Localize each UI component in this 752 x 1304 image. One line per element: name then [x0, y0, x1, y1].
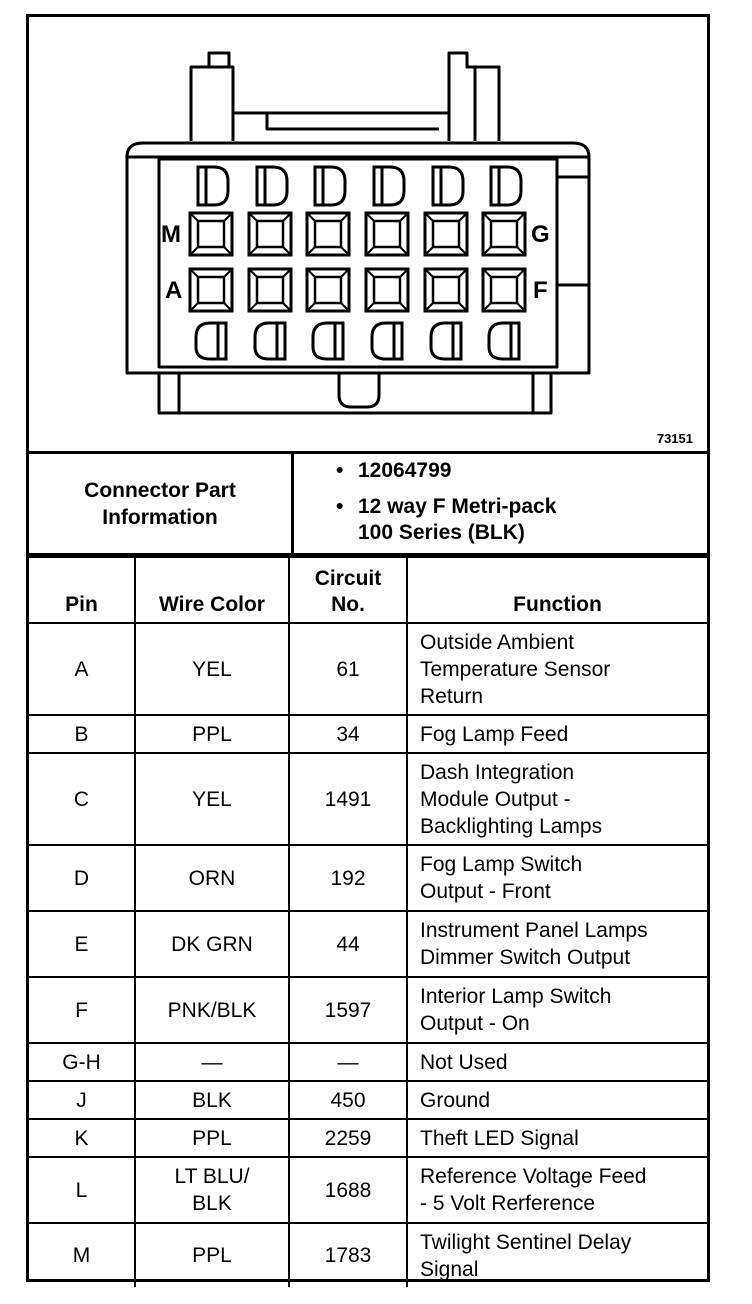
wire-color-line: LT BLU/: [174, 1165, 250, 1188]
function-line: Theft LED Signal: [420, 1126, 579, 1150]
circuit-value: —: [337, 1050, 359, 1074]
pin-cavity-bottom-2: [255, 323, 285, 359]
function-line: Reference Voltage Feed: [420, 1165, 647, 1188]
table-row: [29, 715, 707, 753]
pin-cavity-top-4: [374, 167, 404, 205]
function-cell: [407, 1043, 707, 1081]
description-line1: 12 way F Metri-pack: [358, 495, 557, 518]
pin-cavity-bottom-4: [372, 323, 402, 359]
wire-color-cell: [135, 1157, 289, 1223]
pin-cell: [29, 1223, 135, 1287]
circuit-value: 34: [336, 722, 360, 746]
circuit-value: 44: [336, 932, 360, 956]
wire-color-cell: [135, 1081, 289, 1119]
function-line: Dimmer Switch Output: [420, 946, 631, 969]
function-line: Output - On: [420, 1012, 530, 1035]
terminal-inner-lower-5: [433, 277, 459, 303]
pin-cavity-top-5: [433, 167, 463, 205]
header-circuit-line2: No.: [331, 593, 365, 616]
function-line: Interior Lamp Switch: [420, 985, 612, 1008]
terminal-inner-lower-4: [374, 277, 400, 303]
function-line: Backlighting Lamps: [420, 814, 603, 838]
terminal-bevel-lower-3: [307, 269, 349, 311]
function-line: Output - Front: [420, 880, 551, 903]
pin-value: D: [73, 866, 90, 890]
function-cell: [407, 715, 707, 753]
wire-color-cell: [135, 715, 289, 753]
terminal-bevel-lower-6: [483, 269, 525, 311]
pin-cell: [29, 845, 135, 911]
pin-label-m: M: [161, 221, 181, 248]
circuit-cell: [289, 845, 407, 911]
pin-value: J: [76, 1088, 87, 1112]
circuit-cell: [289, 911, 407, 977]
description-line2: 100 Series (BLK): [358, 521, 525, 544]
connector-info-label-line1: Connector Part: [84, 478, 236, 502]
pin-cell: [29, 1119, 135, 1157]
wire-color-line: YEL: [192, 657, 232, 681]
pin-value: E: [74, 932, 89, 956]
circuit-cell: [289, 1081, 407, 1119]
terminal-bevel-lower-5: [425, 269, 467, 311]
pin-label-f: F: [533, 277, 548, 304]
wire-color-cell: [135, 845, 289, 911]
wire-color-line: BLK: [192, 1192, 232, 1215]
wire-color-line: ORN: [188, 866, 236, 890]
wire-color-cell: [135, 1043, 289, 1081]
pin-cavity-bottom-3: [313, 323, 343, 359]
function-line: Twilight Sentinel Delay: [420, 1230, 632, 1254]
connector-face-drawing: [29, 17, 707, 451]
pin-cavity-top-6: [491, 167, 521, 205]
function-line: Not Used: [420, 1050, 508, 1074]
function-cell: [407, 911, 707, 977]
function-line: Return: [420, 684, 484, 708]
table-row: [29, 977, 707, 1043]
terminal-inner-upper-4: [374, 221, 400, 247]
terminal-bevel-upper-3: [307, 213, 349, 255]
header-circuit: [289, 557, 407, 623]
pin-label-g: G: [531, 221, 550, 248]
circuit-cell: [289, 1119, 407, 1157]
circuit-cell: [289, 753, 407, 845]
connector-diagram: [29, 17, 707, 454]
pin-value: L: [75, 1178, 88, 1202]
wire-color-line: PPL: [192, 1126, 232, 1150]
terminal-bevel-upper-2: [249, 213, 291, 255]
circuit-cell: [289, 977, 407, 1043]
pin-cavity-top-2: [257, 167, 287, 205]
circuit-cell: [289, 623, 407, 715]
circuit-value: 450: [330, 1088, 366, 1112]
function-cell: [407, 977, 707, 1043]
terminal-inner-lower-3: [315, 277, 341, 303]
terminal-inner-upper-5: [433, 221, 459, 247]
wire-color-cell: [135, 623, 289, 715]
terminal-inner-lower-6: [491, 277, 517, 303]
header-function: Function: [407, 557, 707, 623]
circuit-value: 1491: [324, 787, 372, 811]
terminal-bevel-upper-1: [190, 213, 232, 255]
circuit-value: 1783: [324, 1244, 372, 1267]
table-row: [29, 911, 707, 977]
part-number: 12064799: [358, 459, 452, 482]
table-row: [29, 753, 707, 845]
wire-color-line: DK GRN: [171, 932, 253, 956]
function-cell: [407, 623, 707, 715]
function-line: Fog Lamp Switch: [420, 853, 583, 876]
circuit-value: 61: [336, 657, 360, 681]
terminal-inner-upper-3: [315, 221, 341, 247]
terminal-inner-upper-6: [491, 221, 517, 247]
function-line: Temperature Sensor: [420, 657, 611, 681]
terminal-bevel-upper-4: [366, 213, 408, 255]
function-cell: [407, 753, 707, 845]
pin-value: G-H: [62, 1050, 101, 1074]
function-cell: [407, 1157, 707, 1223]
terminal-bevel-upper-5: [425, 213, 467, 255]
function-line: Signal: [420, 1257, 479, 1281]
terminal-bevel-upper-6: [483, 213, 525, 255]
pin-cell: [29, 753, 135, 845]
terminal-inner-lower-1: [198, 277, 224, 303]
pin-value: K: [74, 1126, 89, 1150]
pin-value: F: [75, 998, 88, 1022]
circuit-cell: [289, 1157, 407, 1223]
header-circuit-line1: Circuit: [314, 567, 382, 590]
circuit-cell: [289, 1043, 407, 1081]
function-line: Fog Lamp Feed: [420, 722, 569, 746]
bullet-icon: •: [336, 495, 344, 518]
wire-color-cell: [135, 1223, 289, 1287]
pin-cavities: [190, 167, 525, 359]
function-line: Ground: [420, 1088, 491, 1112]
function-cell: [407, 1223, 707, 1287]
pin-cell: [29, 715, 135, 753]
header-pin: Pin: [29, 557, 135, 623]
wire-color-cell: [135, 1119, 289, 1157]
circuit-value: 192: [330, 866, 366, 890]
pin-cavity-bottom-5: [431, 323, 461, 359]
circuit-cell: [289, 1223, 407, 1287]
pin-label-a: A: [165, 277, 183, 304]
pin-value: C: [73, 787, 90, 811]
pin-cell: [29, 1081, 135, 1119]
wire-color-line: —: [201, 1050, 223, 1074]
wire-color-line: YEL: [192, 787, 232, 811]
pin-cell: [29, 911, 135, 977]
header-wire-color: Wire Color: [135, 557, 289, 623]
terminal-inner-upper-2: [257, 221, 283, 247]
connector-sheet: [26, 14, 710, 1282]
circuit-value: 1688: [324, 1178, 372, 1202]
table-row: [29, 1157, 707, 1223]
wire-color-line: BLK: [192, 1088, 232, 1112]
function-line: Dash Integration: [420, 760, 575, 784]
table-row: [29, 1119, 707, 1157]
circuit-cell: [289, 715, 407, 753]
function-line: Instrument Panel Lamps: [420, 919, 648, 942]
wire-color-line: PNK/BLK: [167, 998, 257, 1022]
function-line: - 5 Volt Rerference: [420, 1192, 596, 1215]
wire-color-line: PPL: [192, 722, 232, 746]
pin-table-header: [29, 557, 707, 623]
pin-value: B: [74, 722, 89, 746]
pin-value: M: [72, 1244, 91, 1267]
table-row: [29, 1081, 707, 1119]
wire-color-line: PPL: [192, 1244, 232, 1267]
pin-cavity-bottom-1: [196, 323, 226, 359]
table-row: [29, 1043, 707, 1081]
table-row: [29, 623, 707, 715]
function-line: Outside Ambient: [420, 630, 575, 654]
circuit-value: 2259: [324, 1126, 372, 1150]
terminal-inner-lower-2: [257, 277, 283, 303]
terminal-bevel-lower-1: [190, 269, 232, 311]
connector-info-label-line2: Information: [102, 505, 218, 529]
pin-cavity-bottom-6: [489, 323, 519, 359]
terminal-bevel-lower-4: [366, 269, 408, 311]
pin-value: A: [74, 657, 89, 681]
circuit-value: 1597: [324, 998, 372, 1022]
table-row: [29, 1223, 707, 1287]
connector-part-information: [29, 454, 707, 556]
table-row: [29, 845, 707, 911]
terminal-bevel-lower-2: [249, 269, 291, 311]
pin-cell: [29, 1157, 135, 1223]
figure-id: 73151: [656, 431, 693, 446]
pin-cavity-top-3: [315, 167, 345, 205]
function-cell: [407, 845, 707, 911]
pin-table: [29, 556, 707, 1287]
pin-cavity-top-1: [198, 167, 228, 205]
wire-color-cell: [135, 911, 289, 977]
function-cell: [407, 1081, 707, 1119]
function-cell: [407, 1119, 707, 1157]
bullet-icon: •: [336, 459, 344, 482]
connector-info-list: [294, 454, 707, 553]
pin-cell: [29, 1043, 135, 1081]
function-line: Module Output -: [420, 787, 571, 811]
wire-color-cell: [135, 753, 289, 845]
pin-cell: [29, 623, 135, 715]
terminal-inner-upper-1: [198, 221, 224, 247]
connector-info-label: [29, 454, 294, 553]
pin-cell: [29, 977, 135, 1043]
wire-color-cell: [135, 977, 289, 1043]
